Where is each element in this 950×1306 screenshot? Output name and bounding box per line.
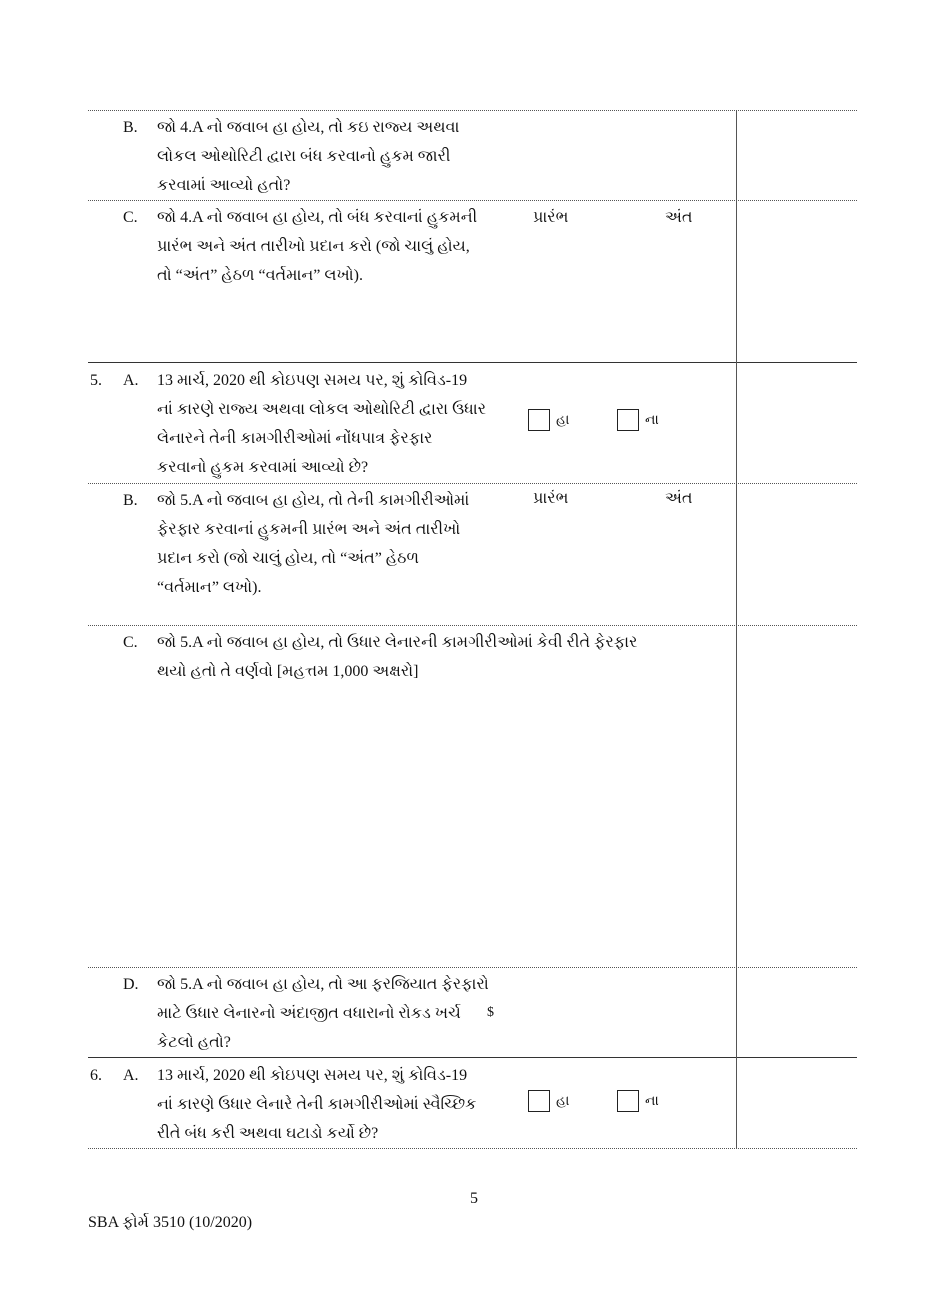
form-id: SBA ફોર્મ 3510 (10/2020) (88, 1214, 253, 1231)
yes-label: હા (556, 413, 570, 428)
end-date-label: અંત (665, 490, 693, 507)
question-4c-text: જો 4.A નો જવાબ હા હોય, તો બંધ કરવાનાં હુકમની પ્રારંભ અને અંત તારીખો પ્રદાન કરો (જો ચાલું હોય, તો “અંત” હેઠળ “વર્તમાન” લખો). (157, 209, 478, 284)
currency-symbol: $ (487, 1005, 494, 1020)
cost-5d-input[interactable] (500, 1000, 730, 1026)
question-number: 5. (90, 372, 102, 389)
date-range-5b-field[interactable] (520, 515, 730, 620)
question-6a-text: 13 માર્ચ, 2020 થી કોઇપણ સમય પર, શું કોવિડ-19 નાં કારણે ઉધાર લેનારે તેની કામગીરીઓમાં સ્વૈચ્છિક રીતે બંધ કરી અથવા ઘટાડો કર્યો છે? (157, 1067, 477, 1142)
page-number: 5 (470, 1190, 478, 1207)
start-date-label: પ્રારંભ (533, 490, 569, 507)
question-letter: A. (123, 1067, 139, 1084)
section-divider (88, 362, 857, 363)
yes-checkbox-5a[interactable] (528, 409, 550, 431)
question-4b-text: જો 4.A નો જવાબ હા હોય, તો કઇ રાજ્ય અથવા લોકલ ઓથોરિટી દ્વારા બંધ કરવાનો હુકમ જારી કરવામાં આવ્યો હતો? (157, 119, 460, 194)
yes-label: હા (556, 1094, 570, 1109)
answer-4b-field[interactable] (740, 112, 855, 198)
yes-checkbox-6a[interactable] (528, 1090, 550, 1112)
row-divider (88, 110, 857, 111)
question-letter: B. (123, 119, 138, 136)
no-checkbox-5a[interactable] (617, 409, 639, 431)
question-5b-text: જો 5.A નો જવાબ હા હોય, તો તેની કામગીરીઓમાં ફેરફાર કરવાનાં હુકમની પ્રારંભ અને અંત તારીખો પ્રદાન કરો (જો ચાલું હોય, તો “અંત” હેઠળ “વર્તમાન” લખો). (157, 492, 470, 596)
section-divider (88, 1057, 857, 1058)
date-range-4c-field[interactable] (520, 235, 730, 355)
row-divider (88, 967, 857, 968)
question-letter: B. (123, 492, 138, 509)
row-divider (88, 625, 857, 626)
row-divider (88, 200, 857, 201)
question-5d-text: જો 5.A નો જવાબ હા હોય, તો આ ફરજિયાત ફેરફારો માટે ઉધાર લેનારનો અંદાજીત વધારાનો રોકડ ખર્ચ કેટલો હતો? (157, 976, 489, 1051)
question-letter: C. (123, 634, 138, 651)
no-checkbox-6a[interactable] (617, 1090, 639, 1112)
question-number: 6. (90, 1067, 102, 1084)
question-letter: C. (123, 209, 138, 226)
question-letter: D. (123, 976, 139, 993)
no-label: ના (645, 1094, 659, 1109)
row-divider (88, 1148, 857, 1149)
answer-column-divider (736, 110, 737, 1148)
start-date-label: પ્રારંભ (533, 209, 569, 226)
end-date-label: અંત (665, 209, 693, 226)
row-divider (88, 483, 857, 484)
question-letter: A. (123, 372, 139, 389)
question-5c-text: જો 5.A નો જવાબ હા હોય, તો ઉધાર લેનારની કામગીરીઓમાં કેવી રીતે ફેરફાર થયો હતો તે વર્ણવો [મહત્તમ 1,000 અક્ષરો] (157, 634, 638, 680)
description-5c-textarea[interactable] (155, 690, 730, 960)
question-5a-text: 13 માર્ચ, 2020 થી કોઇપણ સમય પર, શું કોવિડ-19 નાં કારણે રાજ્ય અથવા લોકલ ઓથોરિટી દ્વારા ઉધાર લેનારને તેની કામગીરીઓમાં નોંધપાત્ર ફેરફાર કરવાનો હુકમ કરવામાં આવ્યો છે? (157, 372, 486, 476)
no-label: ના (645, 413, 659, 428)
